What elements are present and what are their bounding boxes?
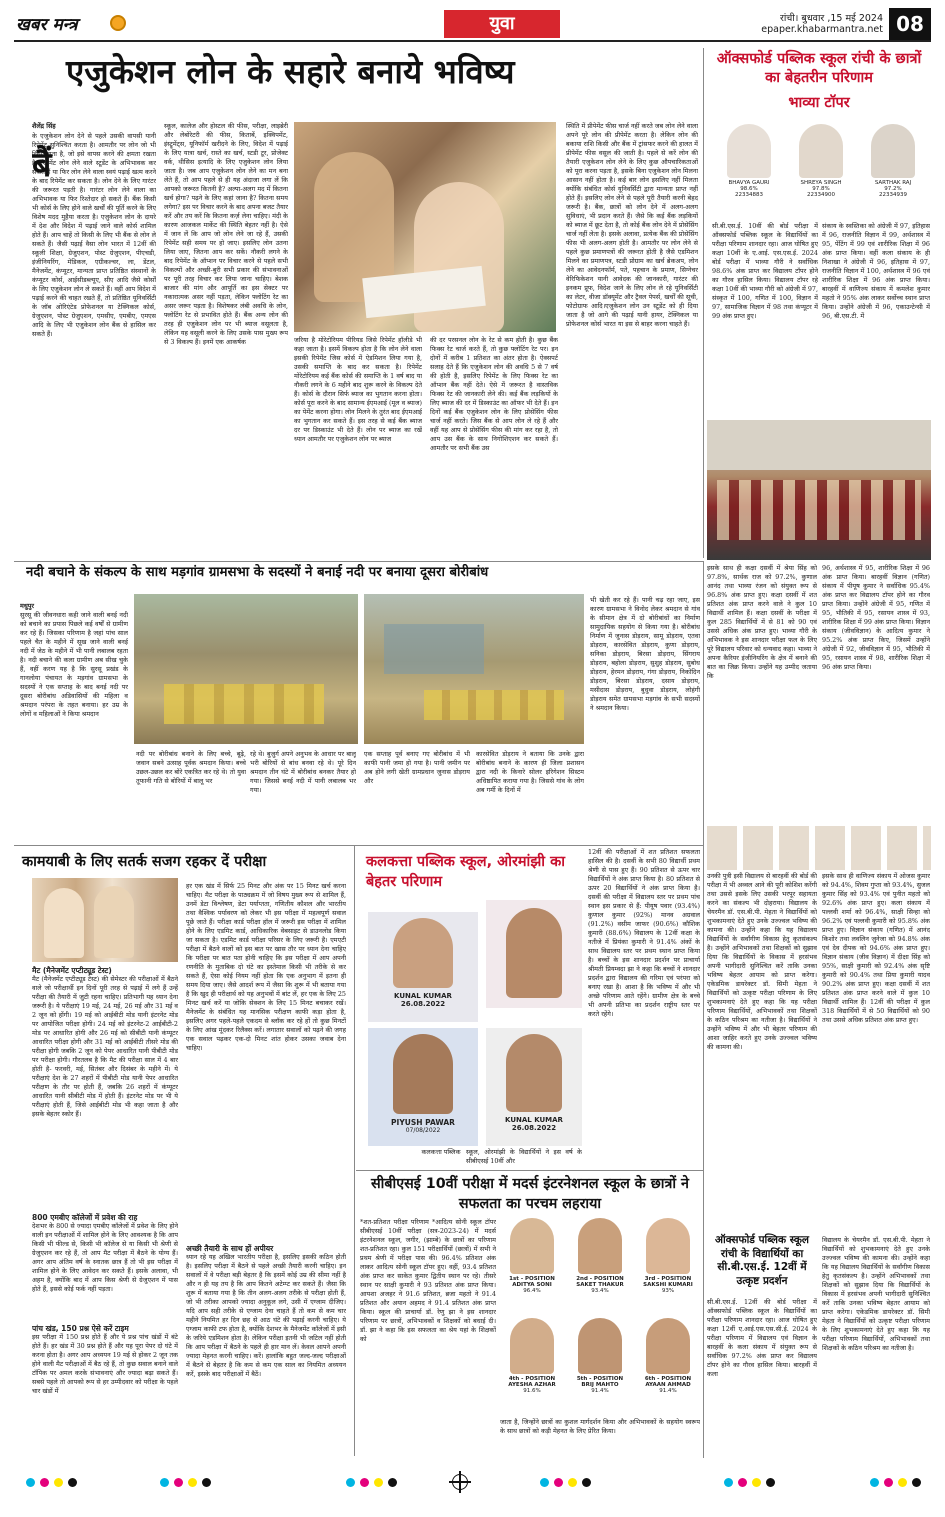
- topper-card: [862, 124, 924, 216]
- river-text-1: सुरसू की जीवनधारा कही जाने वाली बनई नदी को बचाने का प्रयास पिछले कई वर्षों से ग्रामीण कर रहे हैं। जिसका परिणाम है जहां पांच साल पहले चैत के महीने में सूख जाने वाली बनई नदी में जेठ के महीने में भी पानी लबालब रहता है। नदी बचाने की कला ग्रामीण अब सीख चुके हैं, वहीं करण यह है कि सुरसू प्रखंड के गानलोया पंचायत के मड़गांव ग्रामसभा के सदस्यों ने एक सप्ताह के बाद बनई नदी पर दूसरा बोरीबांध अडिवासियों की महिला व श्रमदान परंपरा के तहत बनाया। हर उम्र के लोगों व महिलाओं ने किया श्रमदान: [20, 611, 128, 718]
- registration-dot: [202, 1478, 211, 1487]
- oxford-student-strip: [707, 826, 931, 870]
- mothers-col-2: [500, 1418, 700, 1456]
- river-text-2: नदी पर बोरीबांध बनाने के लिए बच्चे, बूढ़े, जवान सबने उत्साह पूर्वक श्रमदान किया। बच्चे उछल-उछल कर बोरे एकत्रित कर रहे थे। तो युवा तूफानी गति से बोरियों में बालू भर: [136, 750, 246, 785]
- student-photo: [506, 908, 562, 998]
- river-dateline: मधुपुर: [20, 602, 34, 610]
- registration-dot: [884, 1478, 893, 1487]
- kolkata-student-card: [486, 900, 582, 1008]
- position-label: 2nd - POSITION: [576, 1276, 624, 1282]
- position-label: 3rd - POSITION: [644, 1276, 692, 1282]
- oxford-lower-col-1: [707, 872, 817, 1232]
- oxford-lower-heading: ऑक्सफोर्ड पब्लिक स्कूल रांची के विद्यार्थियों का सी.बी.एस.ई. 12वीं में उत्कृष्ट प्रदर्शन: [714, 1234, 810, 1287]
- lead-col-1: [32, 122, 156, 542]
- position-score: 91.4%: [591, 1388, 609, 1394]
- lead-text-4: की दर परसनल लोन के रेट से कम होती है। कुछ बैंक फिक्स रेट चार्ज करते हैं, तो कुछ फ्लोटिंग रेट पर। इन दोनों में करीब 1 प्रतिशत का अंतर होता है। ऐक्सपर्ट सलाह देते हैं कि एजुकेशन लोन की अवधि 5 से 7 वर्ष की होती है, इसलिए रिपेमेंट के लिए फिक्स रेट का ऑप्शन बैंक नहीं देते। ऐसे में जरूरत है वास्तविक फिक्स रेट की जानकारी लेने की। कई बैंक लड़कियों के लिए ब्याज की दर में डिस्काउंट का ऑफर भी देते हैं। इन दिनों कई बैंक एजुकेशन लोन के लिए प्रोसेसिंग फीस चार्ज नहीं करते। जिस बैंक से आप लोन ले रहे हैं और वहीं यह आप से प्रोसेसिंग फीस की मांग कर रहा है, तो आप उस बैंक के साथ निगोशिएशन कर सकते हैं। आमतौर पर सभी बैंक उस: [430, 336, 558, 452]
- exam-headline: कामयाबी के लिए सतर्क सजग रहकर दें परीक्षा: [22, 854, 267, 870]
- lead-col-2: [164, 122, 288, 542]
- page-number: 08: [889, 8, 931, 40]
- position-photo: [578, 1318, 622, 1374]
- position-name: ADITYA SONI: [512, 1282, 552, 1288]
- topper-score: 98.6%: [740, 186, 758, 192]
- lead-headline: एजुकेशन लोन के सहारे बनाये भविष्य: [66, 52, 515, 91]
- topper-name: SHREYA SINGH: [800, 180, 842, 186]
- topper-card: [790, 124, 852, 216]
- position-label: 4th - POSITION: [508, 1376, 556, 1382]
- exam-text-2b: ध्यान रहे यह अखिल भारतीय परीक्षा है, इसलिए इसकी कठिन होती है। इसलिए परीक्षा में बैठने से पहले अच्छी तैयारी करनी चाहिए। इन सवालों में वे परीक्षा बड़ी बेहतर है कि इसमें कोई उम्र की सीमा नहीं है और न ही यह तय है कि आप कितने अटेम्प्ट कर सकते हैं। जैसा कि शुरू में बताया गया है कि तीन अलग-अलग तरीके से परीक्षा होती हैं, जो भी तरीका आपको ज्यादा अनुकूल लगे, उसी में एग्जाम दीजिए। यदि आप सही तरीके से एग्जाम देना चाहते हैं तो कम से कम चार महीने नियमित हर दिन छह से आठ घंटे की पढ़ाई करनी चाहिए। ये एग्जाम काफी टफ होता है, क्योंकि देशभर के मैनेजमेंट कॉलेजों में इसी के जरिये एडमिशन होता है। लेकिन परीक्षा इतनी भी जटिल नहीं होती कि आप परीक्षा में बैठने के पहले ही हार मान लें। केवल आपने अपनी ज्यादा मेहनत करनी चाहिए। करें। हालांकि बहुत जल्द-जल्द परीक्षाओं में बैठने से बेहतर है कि कम से कम एक साल का नियमित अध्ययन करें, इसके बाद परीक्षाओं में बैठें।: [186, 1253, 346, 1378]
- position-name: BRIJ MAHTO: [581, 1382, 619, 1388]
- topper-roll: 22334883: [735, 192, 763, 198]
- kolkata-student-card: [486, 1028, 582, 1146]
- oxford-text-4: 96, अर्थशास्त्र में 95, शारीरिक शिक्षा में 96 अंक प्राप्त किया। बारहवीं विज्ञान (गणित) संकाय में पीयूष कुमार ने सर्वाधिक 95.4% अंक प्राप्त कर विद्यालय टॉपर होने का गौरव प्राप्त किया। उन्होंने अंग्रेजी में 95, गणित में 95, भौतिकी में 95, रसायन शास्त्र में 93, शारीरिक शिक्षा में 99 अंक प्राप्त किया। विज्ञान संकाय (जीवविज्ञान) के आदित्य कुमार ने 95.2% अंक प्राप्त किए, जिसमें उन्होंने अंग्रेजी में 92, जीवविज्ञान में 95, भौतिकी में 95, रसायन शास्त्र में 98, शारीरिक शिक्षा में 96 अंक प्राप्त किया।: [822, 564, 930, 671]
- oxford-col-4: [822, 564, 930, 826]
- oxford-headline: ऑक्सफोर्ड पब्लिक स्कूल रांची के छात्रों का बेहतरीन परिणाम: [716, 51, 922, 86]
- student-photo: [393, 918, 453, 988]
- student-name: KUNAL KUMAR: [505, 1116, 563, 1124]
- mothers-headline: सीबीएसई 10वीं परीक्षा में मदर्स इंटरनेशनल स्कूल के छात्रों ने सफलता का परचम लहराया: [371, 1176, 689, 1212]
- registration-dot: [374, 1478, 383, 1487]
- topper-score: 97.2%: [884, 186, 902, 192]
- topper-name: BHAVYA GAURI: [728, 180, 770, 186]
- student-name: PIYUSH PAWAR: [391, 1118, 455, 1127]
- exam-text-1b: देशभर के 800 से ज्यादा एमबीए कॉलेजों में प्रवेश के लिए होने वाली इन परीक्षाओं में शामिल होने के लिए आवश्यक है कि आप किसी भी फील्ड से, किसी भी कॉलेज से या किसी भी श्रेणी से ग्रेजुएशन कर रहे हैं, तो आप मैट परीक्षा में बैठने के योग्य हैं। अगर आप अंतिम वर्ष के स्नातक छात्र हैं तो भी इस परीक्षा में शामिल होने के लिए आवेदन कर सकते हैं। इसके अलावा, भी अहम है, क्योंकि बाद में आप किस श्रेणी से ग्रेजुएशन में पास होते हैं, इससे कोई फर्क नहीं पड़ता।: [32, 1222, 178, 1293]
- oxford-lower-text-2: इसके साथ ही वाणिज्य संकाय में ओजस कुमार को 94.4%, शिवम गुप्ता को 93.4%, सुजल कुमार सिंह को 93.4% एवं पुनीत महतो को 92.6% अंक प्राप्त हुए। कला संकाय में पल्लवी शर्मा को 96.4%, साक्षी सिन्हा को 96.2% एवं पल्लवी कुमारी को 95.8% अंक प्राप्त हुए। विज्ञान संकाय (गणित) में आनंद किशोर तथा लवलिन जुनेजा को 94.8% अंक एवं देव दीपक को 94.6% अंक प्राप्त हुए। विज्ञान संकाय (जीव विज्ञान) में दीक्षा सिंह को 95%, साक्षी कुमारी को 92.4% अंक सृष्टि कुमारी को 90.4% तथा प्रिया कुमारी यादव 90.2% अंक प्राप्त हुए। कक्षा दसवीं में शत प्रतिशत अंक प्राप्त करने वाले में कुल 10 विद्यार्थी शामिल हैं। 12वीं की परीक्षा में कुल 318 विद्यार्थियों में से 50 विद्यार्थियों को 90 तथा उससे अधिक प्रतिशत अंक प्राप्त हुए।: [822, 872, 930, 1024]
- topper-score: 97.8%: [812, 186, 830, 192]
- divider-horizontal-1: [14, 561, 704, 562]
- mothers-text-1: *शत-प्रतिशत परीक्षा परिणाम *आदित्य सोनी स्कूल टॉपर सीबीएसई 10वीं परीक्षा (सत्र-2023-24) में मदर्स इंटरनेशनल स्कूल, जगीर, (झाम्बे) के छात्रों का परिणाम शत-प्रतिशत रहा। कुल 151 परीक्षार्थियों (छात्रों) में सभी ने प्रथम श्रेणी में परीक्षा पास की। 96.4% प्रतिशत अंक लाकर आदित्य सोनी स्कूल टॉपर हुए। वहीं, 93.4 प्रतिशत अंक प्राप्त कर साकेत कुमार द्वितीय स्थान पर रहे। तीसरे स्थान पर साक्षी कुमारी ने 93 प्रतिशत अंक प्राप्त किया। आयशा अजहर ने 91.6 प्रतिशत, ब्रजा महतो ने 91.4 प्रतिशत और अयान अहमद ने 91.4 प्रतिशत अंक प्राप्त किया। स्कूल की प्राचार्या डॉ. रेणु झा ने इस शानदार परिणाम पर छात्रों, अभिभावकों व शिक्षकों को बधाई दी। डॉ. झा ने कहा कि इस सफलता का श्रेय यहां के शिक्षकों को: [360, 1218, 496, 1343]
- lead-text-5: स्थिति में प्रीपेमेंट फीस चार्ज नहीं करते जब लोन लेने वाला अपने पूरे लोन की प्रीपेमेंट करता है। लेकिन लोन की बकाया राशि किसी और बैंक में ट्रांसफर करने की हालत में प्रीपेमेंट फीस वसूल की जाती है। पहले से करें लोन की तैयारी एजुकेशन लोन लेने के लिए कुछ औपचारिकताओं को पूरा करना पड़ता है, इसके बिना एजुकेशन लोन मिलना आसान नहीं होता है। कई बार लोन इसलिए नहीं मिलता क्योंकि संबंधित कोर्स यूनिवर्सिटी द्वारा मान्यता प्राप्त नहीं होते हैं। इसलिए लोन लेने से पहले पूरी तैयारी करनी बेहद जरूरी है। बैंक, छात्रों को लोन देने में अलग-अलग सुविधाएं, भी प्रदान करते हैं। जैसे कि कई बैंक लड़कियों को ब्याज में छूट देता है, तो कोई बैंक लोन देने में प्रोसेसिंग चार्ज नहीं लेता है। इसके अलावा, प्रत्येक बैंक की प्रोसेसिंग फीस भी अलग-अलग होती है। आमतौर पर लोन लेने से पहले कुछ प्रमाणपत्रों की जरूरत होती है जैसे एडमिशन मिलने का प्रमाणपत्र, स्टडी प्रोग्राम का खर्च ब्रेकअप, लोन लेने का आवेदनफॉर्म, पते, पहचान के प्रमाण, सिग्नेचर वेरिफिकेशन यानी आवेदक की जानकारी, गारंटर की इनकम प्रूफ, विदेश जाने के लिए लोन ले रहे यूनिवर्सिटी का लेटर, वीजा डॉक्यूमेंट और ट्रैवल पेपर्स, खर्चों की सूची, फोटोग्राफ आदि।एजुकेशन लोन उन स्टूडेंट को ही दिया जाता है जो आगे की पढ़ाई यानी हायर, टेक्निकल या प्रोफेशनल कोर्स भारत या इस से बाहर करना चाहते हैं।: [566, 122, 698, 328]
- registration-dot: [188, 1478, 197, 1487]
- kolkata-col-1: [588, 848, 700, 1168]
- exam-photo: [32, 878, 178, 962]
- byline: शैलेंद्र सिंह: [32, 122, 56, 130]
- oxford-lower-col-3: [707, 1298, 817, 1456]
- crosshair-icon: [452, 1474, 468, 1490]
- oxford-lower-col-4: [822, 1236, 930, 1456]
- river-text-6: भी खेती कर रहे हैं। पानी चढ़ रहा जाए, इस कारण ग्रामसभा ने विनोद लेकर श्रमदान से गांव के सीमान क्षेत्र में दो बोरीबांधों का निर्माण सामुदायिक सहयोग से किया गया है। बोरीबांध निर्माण में जुनास डोड़राय, सामू डोड़राय, एतवा डोड़राय, कारसेवित डोड़राय, कुणा डोड़राय, सनिका डोड़राय, बिरसा डोड़राय, सिंगराय डोड़राय, बहोला डोड़राय, सुशुह डोड़राय, सुबोध डोड़राय, हेरमन डोड़राय, गंगा डोड़राय, निकोदिन डोड़राय, बिरसा डोड़राय, दसाय डोड़राय, मसीदास डोड़राय, बुधुवा डोड़राय, लोहंगी डोड़राय समेत ग्रामसभा मड़गांव के सभी सदस्यों ने श्रमदान किया।: [590, 596, 700, 712]
- exam-subheading-3: पांच खंड, 150 प्रश्न ऐसे करें टाइम: [32, 1324, 129, 1333]
- position-score: 91.4%: [659, 1388, 677, 1394]
- exam-text-2: हर एक खंड में सिर्फ 25 मिनट और अंक पर 15 मिनट खर्च करना चाहिए। मैट परीक्षा के पाठ्यक्रम में जो विषय मुख्य रूप से शामिल हैं, उनमें डेटा विश्लेषण, डेटा पर्याप्तता, गणितीय कौशल और भारतीय तथा वैश्विक पर्यावरण को लेकर भी इस परीक्षा में महत्वपूर्ण सवाल पूछे जाते हैं। परीक्षा कार्ड परीक्षा हॉल में जरूरी इस परीक्षा में शामिल होने के लिए एडमिट कार्ड, आधिकारिक वेबसाइट से डाउनलोड किया जा सकता है। एडमिट कार्ड परीक्षा परिसर के लिए जरूरी है। एमएटी परीक्षा में बैठने वालों को इस बात पर खास तौर पर ध्यान देना चाहिए कि परीक्षा पर बात पता होनी चाहिए कि इस परीक्षा में आप अपनी रणनीति के मुताबिक दो घंटे का इस्तेमाल किसी भी तरीके से कर सकते हैं, ऐसा कोई नियम नहीं होता कि एक अनुभाग में इतना ही समय दिया जाए। जैसे आदर्श रूप में जैसा कि शुरू में भी बताया गया है कि खुद ही परीक्षार्थ को यह अनुभवों में बांट लें, हर एक के लिए 25 मिनट खर्च करें या जोकि सेक्शन के लिए 15 मिनट बचाकर रखें। मैनेजमेंट के संबंधित यह मानसिक परीक्षण काफी कड़ा होता है, इसलिए अगर पहले-पहले एकदम से ब्लॉक कर रहे हों तो कुछ मिनटों के लिए आंख मूंदकर रिलैक्स करें। लगातार सवालों को पढ़ने की जगह एक सवाल पढ़कर एक-दो मिनट शांत होकर उसका जवाब देना चाहिए।: [186, 882, 346, 1052]
- position-name: SAKSHI KUMARI: [643, 1282, 693, 1288]
- kolkata-text-1: 12वीं की परीक्षाओं में शत प्रतिशत सफलता हासिल की है। दसवीं के सभी 80 विद्यार्थी प्रथम श्रेणी से पास हुए हैं। 90 प्रतिशत से ऊपर चार विद्यार्थियों ने अंक प्राप्त किया है। 80 प्रतिशत से ऊपर 20 विद्यार्थियों ने अंक प्राप्त किया है। दसवीं की परीक्षा में विद्यालय स्तर पर प्रथम पांच स्थान इस प्रकार से हैं: पीयूष पवार (93.4%) कुणाल कुमार (92%) मानव अग्रवाल (91.2%) वसीम जाफर (90.6%) कौशिक कुमारी (88.6%) विद्यालय के 12वीं कक्षा के नतीजे में प्रियंका कुमारी ने 91.4% अंकों के साथ विद्यालय स्तर पर प्रथम स्थान प्राप्त किया है। बच्चों के इस शानदार प्रदर्शन पर प्राचार्या श्रीमती प्रियम्वदा झा ने कहा कि बच्चों ने शानदार प्रदर्शन द्वारा विद्यालय की गरिमा एवं परंपरा को बनाए रखा है। आशा है कि भविष्य में और भी अच्छे परिणाम आते रहेंगे। ग्रामीण क्षेत्र के बच्चे भी अपनी प्रतिभा का प्रदर्शन राष्ट्रीय स्तर पर करते रहेंगे।: [588, 848, 700, 1018]
- registration-dot: [738, 1478, 747, 1487]
- exam-subheading-4: अच्छी तैयारी के साथ हों अपीयर: [186, 1244, 274, 1253]
- river-col-2: [136, 750, 246, 830]
- mothers-text-2: जाता है, जिन्होंने छात्रों का कुशल मार्गदर्शन किया और अभिभावकों के सहयोग स्वरूप के साथ छात्रों को कड़ी मेहनत के लिए प्रेरित किया।: [500, 1418, 700, 1435]
- registration-dot: [40, 1478, 49, 1487]
- section-title: युवा: [489, 13, 515, 34]
- divider-vertical-1: [703, 48, 704, 558]
- section-banner: [444, 10, 560, 38]
- student-date: 26.08.2022: [511, 1124, 557, 1132]
- position-label: 5th - POSITION: [576, 1376, 624, 1382]
- oxford-lower-text-3: सी.बी.एस.ई. 12वीं की बोर्ड परीक्षा में ऑक्सफोर्ड पब्लिक स्कूल के विद्यार्थियों का परीक्षा परिणाम शानदार रहा। आज घोषित हुए कक्षा 12वीं ए.आई.एस.एस.सी.ई. 2024 के परीक्षा परिणाम में विद्यालय एवं विज्ञान के बारहवीं के कला संकाय में संयुक्त रूप से सर्वाधिक 97.2% अंक प्राप्त कर विद्यालय टॉपर होने का गौरव हासिल किया। बारहवीं में कला: [707, 1298, 817, 1378]
- oxford-col-2: [822, 222, 930, 418]
- position-score: 96.4%: [523, 1288, 541, 1294]
- river-text-5: कारसेवित डोड़राय ने बताया कि उनके द्वारा बोरीबांध बनाने के कारण ही जिला प्रशासन द्वारा नदी के किनारे सोलर इरिगेशन सिस्टम अधिष्ठापित कराया गया है। जिससे गांव के लोग अब गर्मी के दिनों में: [476, 750, 584, 794]
- exam-text-1c: इस परीक्षा में 150 प्रश्न होते हैं और ये प्रश्न पांच खंडों में बंटे होते हैं। हर खंड में 30 प्रश्न होते हैं और यह पूरा पेपर दो घंटे में करना होता है। अगर आप अध्ययन 19 मई से होकर 2 जून तक होने वाली मैट परीक्षाओं में बैठ रहे हैं, तो कुछ सवाल बनाने वाले टॉपिक पर अमल करके संभावनाएं और ज्यादा बढ़ा सकते हैं। सबसे पहले तो आपको रूप से हर उम्मीदवार को परीक्षा के पहले चार खंडों में: [32, 1333, 178, 1395]
- position-score: 91.6%: [523, 1388, 541, 1394]
- exam-student-2: [94, 886, 134, 958]
- river-photo-2: [364, 594, 584, 744]
- river-col-6: [590, 596, 700, 830]
- water-area: [384, 624, 484, 674]
- position-score: 93.4%: [591, 1288, 609, 1294]
- position-score: 93%: [661, 1288, 675, 1294]
- river-col-3: [250, 750, 356, 830]
- mothers-col-1: [360, 1218, 496, 1444]
- sand-bags: [424, 690, 564, 720]
- lead-col-3: [294, 336, 422, 542]
- topper-roll: 22334939: [879, 192, 907, 198]
- position-photo: [646, 1218, 690, 1274]
- river-col-5: [476, 750, 584, 830]
- crosshair-v: [459, 1471, 461, 1493]
- position-card: [568, 1318, 632, 1414]
- position-photo: [646, 1318, 690, 1374]
- position-card: [500, 1318, 564, 1414]
- registration-dot: [26, 1478, 35, 1487]
- student-photo: [393, 1034, 453, 1114]
- website[interactable]: epaper.khabarmantra.net: [761, 24, 883, 35]
- river-col-1: [20, 602, 128, 830]
- topper-photo: [799, 124, 843, 178]
- exam-subheading-2: 800 एमबीए कॉलेजों में प्रवेश की राह: [32, 1213, 138, 1222]
- topper-card: [718, 124, 780, 216]
- registration-dot: [360, 1478, 369, 1487]
- brand-name: खबर मन्त्र: [16, 15, 78, 35]
- registration-dot: [898, 1478, 907, 1487]
- lead-text-2: स्कूल, कालेज और होस्टल की फीस, परीक्षा, लाइब्रेरी और लेबोरेटरी की फीस, किताबें, इक्विपमेंट, इंस्ट्रूमेंट्स, यूनिफॉर्म खरीदने के लिए, विदेश में पढ़ाई के लिए यात्रा खर्च, रास्ते का खर्च, स्टडी टूर, प्रोजेक्ट वर्क, थीसिस इत्यादि के लिए एजुकेशन लोन लिया जाता है। जब आप एजुकेशन लोन लेने का मन बना लेते हैं, तो आप पहले से ही यह अंदाजा लगा लें कि आपको जरूरत कितनी है? अल्पा-अलग मद में कितना खर्च होगा? पढ़ने के लिए कहां जाना है? कितना समय लगेगा? इस पर विचार करने के बाद अपना बजट तैयार करें और तय करें कि कितना कर्ज़ लेना चाहिए। मंदी के कारण आजकल मार्केट की स्थिति बेहतर नहीं है। ऐसे में जान लें कि आप जो लोन लेने जा रहे हैं, उसकी रिपेमेंट सही समय पर हो जाए। इसलिए लोन उतना लिया जाए, जितना आप कर सकें। नौकरी लगने के बाद रिपेमेंट के ऑप्शन पर विचार करने से पहले सभी विकल्पों और अच्छी-बुरी सभी प्रकार की संभावनाओं पर पूरी तरह विचार कर लिया जाना चाहिए। बेशक बाजार की मांग और आपूर्ति का इस सेक्टर पर नकारात्मक असर नहीं पड़ता, लेकिन फ्लोटिंग रेट का असर जरूर पड़ता है। विशेषकर लंबी अवधि के लोन, फ्लोटिंग रेट से प्रभावित होते हैं। बैंक अन्य लोन की तरह ही एजुकेशन लोन पर भी ब्याज वसूलता है, लेकिन यह वसूली करने के लिए उसके पास मुख्य रूप से 3 विकल्प हैं। इनमें एक आकर्षक: [164, 122, 288, 346]
- oxford-text-2: संकाय के स्वस्तिका को अंग्रेजी में 97, इतिहास में 96, राजनीति विज्ञान में 99, अर्थशास्त्र में 95, पेंटिंग में 99 एवं शारीरिक शिक्षा में 96 अंक प्राप्त किया। वहीं कला संकाय के ही निशाखा ने अंग्रेजी में 96, इतिहास में 97, राजनीति विज्ञान में 100, अर्थशास्त्र में 96 एवं शारीरिक शिक्षा में 96 अंक प्राप्त किया। बारहवीं में वाणिज्य संकाय में कमलेश कुमार महतो ने 95% अंक लाकर सर्वोच्च स्थान प्राप्त किया। उन्होंने अंग्रेजी में 96, एकाउन्टेन्सी में 96, बी.एस.टी. में: [822, 222, 930, 320]
- student-date: 07/08/2022: [405, 1127, 441, 1134]
- lead-col-5: [566, 122, 698, 542]
- exam-text-1: मैट (मैनेजमेंट एप्टीट्यूड टेस्ट) की सेमेस्टर की परीक्षाओं में बैठने वाले जो परीक्षार्थी इन दिनों पूरी तरह से पढ़ाई में लगे हैं उन्हें परीक्षा की तैयारी में जुटी रहना चाहिए। प्रतिभागी यह ध्यान देना जरूरी है। ये परीक्षाएं 19 मई, 24 मई, 26 मई और 31 मई व 2 जून को होंगी। 19 मई को आईबीटी मोड यानी इंटरनेट मोड पर आयोजित परीक्षा होगी। 24 मई को इंटरनेट-2 आईबीटी-2 मोड पर आधारित होगी और 26 मई को सीबीटी यानी कंप्यूटर आधारित परीक्षा होगी और 31 मई को आईबीटी तीसरे मोड की परीक्षा होगी जबकि 2 जून को पेपर आधारित यानी पीबीटी मोड पर परीक्षा होगी। गौरतलब है कि मैट की परीक्षा साल में 4 बार होती है- फरवरी, मई, सितंबर और दिसंबर के महीने में। ये परीक्षाएं देश के 27 शहरों में पीबीटी मोड यानी पेपर आधारित परीक्षण के तौर पर होती हैं, जबकि 26 शहरों में कंप्यूटर आधारित यानी सीबीटी मोड में होती हैं। इंटरनेट मोड पर भी ये परीक्षाएं होती हैं, जिसे आईबीटी मोड भी कहा जाता है और इसके बेहतर स्कोर हैं।: [32, 975, 178, 1118]
- river-photo-1: [134, 594, 358, 744]
- position-label: 6th - POSITION: [644, 1376, 692, 1382]
- exam-subheading: मैट (मैनेजमेंट एप्टीट्यूड टेस्ट): [32, 966, 112, 975]
- footer-color-bar: [0, 1468, 945, 1498]
- river-text-4: एक सप्ताह पूर्व बनाए गए बोरीबांध में भी काफी पानी जमा हो गया है। पानी जमीन पर अब होने लगी खेती ग्रामप्रधान जुनास डोड़राय और: [364, 750, 470, 785]
- mothers-positions-grid: [500, 1218, 700, 1414]
- registration-dot: [540, 1478, 549, 1487]
- oxford-subhead: भाव्या टॉपर: [788, 95, 850, 111]
- oxford-lower-col-2: [822, 872, 930, 1232]
- sand-bags: [164, 684, 324, 724]
- student-date: 26.08.2022: [400, 1000, 446, 1008]
- kolkata-student-card: [368, 912, 478, 1022]
- position-photo: [578, 1218, 622, 1274]
- oxford-group-photo: [707, 420, 931, 560]
- registration-dot: [912, 1478, 921, 1487]
- lead-text-3: जरिया है मोरेटोरियम पीरियड जिसे रिपेमेंट हॉलीडे भी कहा जाता है। इसमें विकल्प होता है कि लोन लेने वाला इसकी रिपेमेंट जिस कोर्स में ऐडमिशन लिया गया है, उसकी समाप्ति के बाद कर सकता है। रिपेमेंट मोरेटोरियम कई बैंक कोर्स की समाप्ति के 1 वर्ष बाद या नौकरी लगने के 6 महीने बाद शुरू करने के विकल्प देते हैं। कोर्स के दौरान सिर्फ ब्याज का भुगतान करना होता। कोर्स पूरा करने के बाद सामान्य ईएमआई (मूल व ब्याज) का पेमेंट करना होगा। लोन मिलने के तुरंत बाद ईएमआई का भुगतान कर सकते हैं। इस तरह से कई बैंक ब्याज दर पर डिस्काउंट भी देते हैं। लोन पर ब्याज का रखें ध्यान आमतौर पर एजुकेशन लोन पर ब्याज: [294, 336, 422, 443]
- registration-dot: [752, 1478, 761, 1487]
- exam-col-2: [186, 882, 346, 1456]
- registration-dot: [346, 1478, 355, 1487]
- oxford-col-1: [712, 222, 818, 418]
- drop-cap: बैं: [32, 145, 52, 185]
- registration-dot: [554, 1478, 563, 1487]
- oxford-toppers: [712, 124, 930, 216]
- river-text-3: रहे थे। बुजुर्ग अपने अनुभव के आधार पर बालू भरी बोरियों से बांध बनवा रहे थे। पूरे दिन श्रमदान तीन घंटे में बोरीबांध बनकर तैयार हो गया। जिससे बनई नदी में पानी लबालब भर गया।: [250, 750, 356, 794]
- divider-vertical-3: [354, 846, 355, 1456]
- registration-dot: [582, 1478, 591, 1487]
- masthead: [14, 8, 931, 42]
- registration-dot: [160, 1478, 169, 1487]
- lead-text-1: के एजुकेशन लोन देने से पहले उसकी वापसी यानी रिपेमेंट सुनिश्चित करता है। आमतौर पर लोन जो भी दिया जाता है, जो इसे वापस करने की क्षमता रखता है। रिपेमेंट लोन लेने वाले स्टूडेंट के अभिभावक कर सकते हैं या फिर लोन लेने वाला स्वयं पढ़ाई खत्म करने के बाद रिपेमेंट कर सकता है। लोन देने के लिए गारंटर की जरूरत पड़ती है। गारंटर लोन लेने वाला का अभिभावक या फिर रिश्तेदार हो सकते हैं। बैंक किसी भी कोर्स के लिए होने वाले खर्चों की पूर्ति करने के लिए विशेष मदद मुहैया करता है। एजुकेशन लोन के दायरे में देश और विदेश में पढ़ाई जाने वाले कोर्स शामिल होते हैं। आप चाहें तो किसी के लिए भी बैंक से लोन ले सकते हैं। जैसी पढ़ाई वैसा लोन भारत में 12वीं की स्कूली शिक्षा, ग्रेजुएशन, पोस्ट ग्रेजुएशन, पीएचडी, इंजीनियरिंग, मेडिकल, एग्रीकल्चर, ला, डेंटल, मैनेजमेंट, कंप्यूटर, मान्यता प्राप्त प्रतिष्ठित संस्थानों के कंप्यूटर कोर्स, आईसीडब्ल्यूए, सीए आदि जैसे कोर्सों के लिए एजुकेशन लोन ले सकते हैं। वहीं आप विदेश में पढ़ाई करने की चाहत रखते हैं, तो प्रतिष्ठित यूनिवर्सिटी के जॉब ओरिएंटेड प्रोफेशनल या टेक्निकल कोर्स, ग्रेजुएशन, पोस्ट ग्रेजुएशन, एमसीए, एमबीए, एमएस आदि के लिए भी एजुकेशन लोन बैंक से हासिल कर सकते हैं।: [32, 132, 156, 338]
- topper-roll: 22334900: [807, 192, 835, 198]
- student-photo: [506, 1034, 562, 1112]
- position-card: [636, 1218, 700, 1314]
- kolkata-caption-1: कलकत्ता पब्लिक: [421, 1148, 461, 1156]
- topper-name: SARTHAK RAJ: [874, 180, 912, 186]
- registration-dot: [568, 1478, 577, 1487]
- topper-photo: [871, 124, 915, 178]
- registration-dot: [766, 1478, 775, 1487]
- registration-dot: [68, 1478, 77, 1487]
- oxford-lower-text-1: उनकी पुत्री इसी विद्यालय से बारहवीं की बोर्ड की परीक्षा में भी अव्वल आने की पूरी कोशिश करेंगी तथा उससे इसके लिए उसकी भरपूर सहायता करने का संकल्प भी दोहराया। विद्यालय के चेयरमैन डॉ. एस.बी.पी. मेहता ने विद्यार्थियों को शुभकामनाएं देते हुए उनके उज्ज्वल भविष्य की कामना की। उन्होंने कहा कि यह विद्यालय विद्यार्थियों के सर्वांगीण विकास हेतु कृतसंकल्प है। उन्होंने अभिभावकों तथा शिक्षकों को सुझाव दिया कि विद्यार्थियों के विकास में हरसंभव अपनी भागीदारी सुनिश्चित करें ताकि उनका भविष्य बेहतर आयाम को प्राप्त करेगा। एकेडमिक डायरेक्टर डॉ. सिमी मेहता ने विद्यार्थियों को उत्कृष्ट परीक्षा परिणाम के लिए शुभकामनाएं देते हुए कहा कि यह परीक्षा परिणाम विद्यार्थियों, अभिभावकों तथा शिक्षकों के कठिन परिश्रम का नतीजा है। विद्यार्थियों ने उन्होंने भविष्य में और भी बेहतर परिणाम की आशा जाहिर करते हुए उनके उज्ज्वल भविष्य की कामना की।: [707, 872, 817, 1051]
- student-name: KUNAL KUMAR: [394, 992, 452, 1000]
- position-name: AYESHA AZHAR: [508, 1382, 556, 1388]
- divider-vertical-2: [703, 562, 704, 1458]
- position-photo: [510, 1318, 554, 1374]
- kolkata-caption-2: स्कूल, ओरमांझी के विद्यार्थियों ने इस वर्ष के सीबीएसई 10वीं और: [466, 1148, 582, 1165]
- oxford-text-3: इसके साथ ही कक्षा दसवीं में श्रेया सिंह को 97.8%, सार्थक राज को 97.2%, कुणाल आनंद तथा भाव्या रंजन को संयुक्त रूप से 96.8% अंक प्राप्त हुए। कक्षा दसवीं में शत प्रतिशत अंक प्राप्त करने वाले ने कुल 10 विद्यार्थी शामिल हैं। कक्षा दसवीं के परीक्षा में कुल 285 विद्यार्थियों में से 81 को 90 एवं उससे अधिक अंक प्राप्त हुए। भाव्या गौरी के अभिभावक ने इस शानदार परीक्षा फल के लिए पूरे विद्यालय परिवार को धन्यवाद कहा। भाव्या ने अपना कैरियर इंजीनियरिंग के क्षेत्र में बनाने की बात का जिक्र किया। उन्होंने यह उम्मीद जताया कि: [707, 564, 817, 680]
- exam-col-1: [32, 966, 178, 1458]
- oxford-lower-text-4: विद्यालय के चेयरमैन डॉ. एस.बी.पी. मेहता ने विद्यार्थियों को शुभकामनाएं देते हुए उनके उज्ज्वल भविष्य की कामना की। उन्होंने कहा कि यह विद्यालय विद्यार्थियों के सर्वांगीण विकास हेतु कृतसंकल्प है। उन्होंने अभिभावकों तथा शिक्षकों को सुझाव दिया कि विद्यार्थियों के विकास में हरसंभव अपनी भागीदारी सुनिश्चित करें ताकि उनका भविष्य बेहतर आयाम को प्राप्त करेगा। एकेडमिक डायरेक्टर डॉ. सिमी मेहता ने विद्यार्थियों को उत्कृष्ट परीक्षा परिणाम के लिए शुभकामनाएं देते हुए कहा कि यह परीक्षा परिणाम विद्यार्थियों, अभिभावकों तथा शिक्षकों के कठिन परिश्रम का नतीजा है।: [822, 1236, 930, 1352]
- position-card: [568, 1218, 632, 1314]
- registration-dot: [388, 1478, 397, 1487]
- registration-dot: [54, 1478, 63, 1487]
- registration-dot: [174, 1478, 183, 1487]
- topper-photo: [727, 124, 771, 178]
- position-card: [500, 1218, 564, 1314]
- students-row: [717, 480, 921, 540]
- position-photo: [510, 1218, 554, 1274]
- lead-photo: [294, 122, 556, 332]
- dateline: रांची। बुधवार ,15 मई 2024: [779, 13, 883, 24]
- school-building: [707, 420, 931, 470]
- lead-col-4: [430, 336, 558, 542]
- position-card: [636, 1318, 700, 1414]
- divider-horizontal-3: [356, 1170, 703, 1171]
- position-label: 1st - POSITION: [509, 1276, 555, 1282]
- exam-student-1: [44, 888, 84, 958]
- registration-dot: [724, 1478, 733, 1487]
- river-col-4: [364, 750, 470, 830]
- kolkata-headline: कलकत्ता पब्लिक स्कूल, ओरमांझी का बेहतर परिणाम: [366, 854, 565, 890]
- registration-dot: [870, 1478, 879, 1487]
- oxford-col-3: [707, 564, 817, 826]
- kolkata-student-card: [368, 1028, 478, 1146]
- oxford-text-1: सी.बी.एस.ई. 10वीं की बोर्ड परीक्षा में ऑक्सफोर्ड पब्लिक स्कूल के विद्यार्थियों का परीक्षा परिणाम शानदार रहा। आज घोषित हुए कक्षा 10वीं के ए.आई. एस.एस.ई. 2024 बोर्ड परीक्षा में भाव्या गौरी ने सर्वाधिक 98.6% अंक प्राप्त कर विद्यालय टॉपर होने का गौरव हासिल किया। विद्यालय टॉपर रहे कक्षा 10वीं की भाव्या गौरी को अंग्रेजी में 97, संस्कृत में 100, गणित में 100, विज्ञान में 97, सामाजिक विज्ञान में 98 तथा कंप्यूटर में 99 अंक प्राप्त हुए।: [712, 222, 818, 320]
- brand-logo-icon: [110, 15, 126, 31]
- river-headline: नदी बचाने के संकल्प के साथ मड़गांव ग्रामसभा के सदस्यों ने बनाई नदी पर बनाया दूसरा बोरीबांध: [26, 565, 489, 580]
- divider-horizontal-2: [14, 845, 704, 846]
- position-name: AYAAN AHMAD: [645, 1382, 691, 1388]
- position-name: SAKET THAKUR: [576, 1282, 624, 1288]
